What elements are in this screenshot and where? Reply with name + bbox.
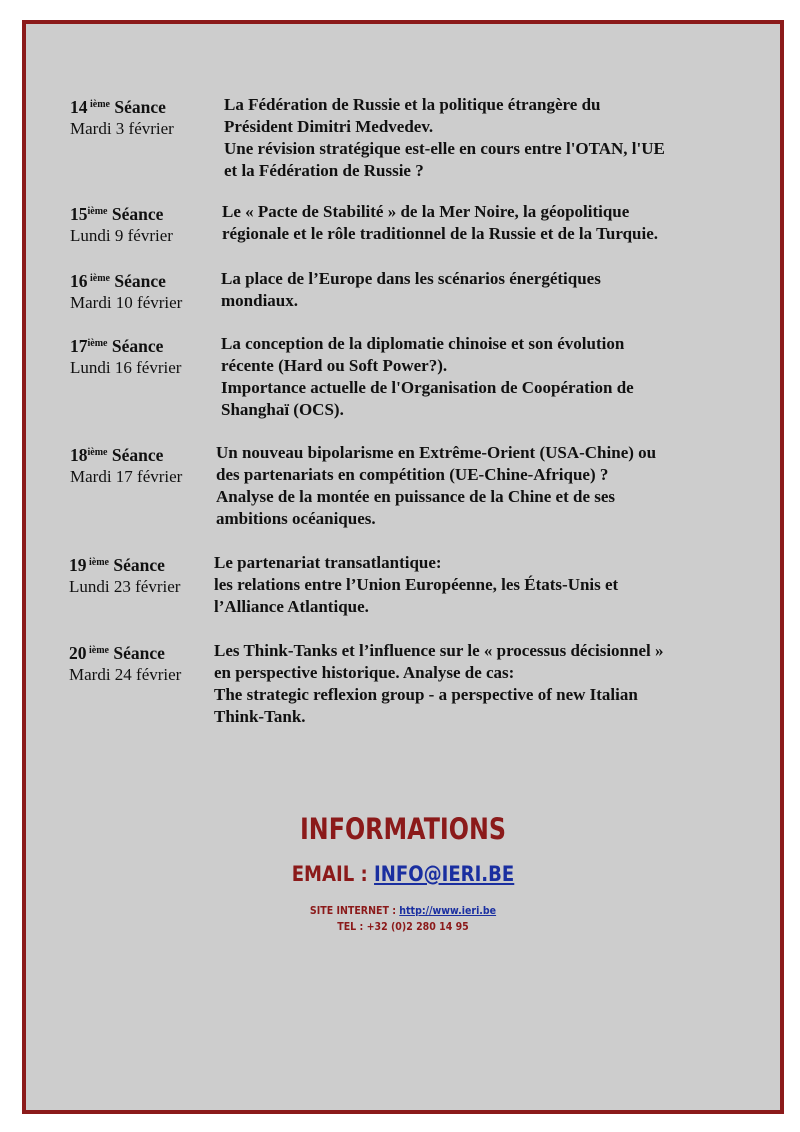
topic-line: régionale et le rôle traditionnel de la Russie et de la Turquie.	[222, 224, 658, 243]
topic-line: The strategic reflexion group - a perspective of new Italian	[214, 685, 638, 704]
session-header	[70, 268, 230, 314]
topic-line: les relations entre l’Union Européenne, les États-Unis et	[214, 575, 619, 594]
email-line	[79, 862, 727, 886]
topic-line: La place de l’Europe dans les scénarios énergétiques	[221, 269, 601, 288]
topic-line: Analyse de la montée en puissance de la Chine et de ses	[216, 487, 616, 506]
session-date: Lundi 23 février	[69, 577, 181, 596]
topic-line: Les Think-Tanks et l’influence sur le « processus décisionnel »	[214, 641, 664, 660]
session-header	[70, 94, 230, 140]
topic-line: Le « Pacte de Stabilité » de la Mer Noire, la géopolitique	[222, 202, 630, 221]
session-date: Lundi 16 février	[70, 358, 182, 377]
website-label: SITE INTERNET :	[309, 904, 400, 917]
session-date: Mardi 10 février	[70, 293, 183, 312]
topic-line: ambitions océaniques.	[216, 509, 376, 528]
session-date: Mardi 3 février	[70, 119, 174, 138]
session-date: Mardi 24 février	[69, 665, 182, 684]
topic-line: Une révision stratégique est-elle en cours entre l'OTAN, l'UE	[224, 139, 665, 158]
session-topic	[221, 268, 741, 312]
topic-line: l’Alliance Atlantique.	[214, 597, 369, 616]
topic-line: Un nouveau bipolarisme en Extrême-Orient (USA-Chine) ou	[216, 443, 657, 462]
email-link[interactable]: INFO@IERI.BE	[374, 862, 515, 886]
session-topic	[214, 640, 734, 728]
session-title: 20 $^{ième}$ Séance	[69, 643, 165, 663]
session-header	[70, 333, 230, 379]
topic-line: mondiaux.	[221, 291, 298, 310]
session-title: 15ième Séance	[70, 204, 164, 224]
email-label: EMAIL :	[291, 862, 375, 886]
informations-heading: INFORMATIONS	[299, 812, 507, 846]
topic-line: Président Dimitri Medvedev.	[224, 117, 434, 136]
session-title: 17ième Séance	[70, 336, 164, 356]
session-header	[70, 442, 230, 488]
session-header	[69, 552, 229, 598]
topic-line: et la Fédération de Russie ?	[224, 161, 424, 180]
session-header	[69, 640, 229, 686]
telephone-line: TEL : +32 (0)2 280 14 95	[337, 920, 469, 933]
website-link[interactable]: http://www.ieri.be	[399, 904, 497, 917]
topic-line: La conception de la diplomatie chinoise et son évolution	[221, 334, 625, 353]
session-topic	[216, 442, 736, 530]
session-topic	[224, 94, 744, 182]
topic-line: Importance actuelle de l'Organisation de Coopération de	[221, 378, 634, 397]
topic-line: en perspective historique. Analyse de cas:	[214, 663, 515, 682]
session-title: 14 $^{ième}$ Séance	[70, 97, 166, 117]
website-line	[79, 904, 727, 917]
session-title: 18ième Séance	[70, 445, 164, 465]
session-topic	[221, 333, 741, 421]
topic-line: récente (Hard ou Soft Power?).	[221, 356, 448, 375]
session-topic	[214, 552, 734, 618]
session-title: 16 $^{ième}$ Séance	[70, 271, 166, 291]
session-date: Mardi 17 février	[70, 467, 183, 486]
session-date: Lundi 9 février	[70, 226, 173, 245]
topic-line: La Fédération de Russie et la politique étrangère du	[224, 95, 601, 114]
page-frame	[22, 20, 784, 1114]
topic-line: Le partenariat transatlantique:	[214, 553, 442, 572]
session-header	[70, 201, 230, 247]
session-title: 19 $^{ième}$ Séance	[69, 555, 165, 575]
topic-line: des partenariats en compétition (UE-Chine-Afrique) ?	[216, 465, 609, 484]
topic-line: Think-Tank.	[214, 707, 306, 726]
session-topic	[222, 201, 742, 245]
topic-line: Shanghaï (OCS).	[221, 400, 344, 419]
